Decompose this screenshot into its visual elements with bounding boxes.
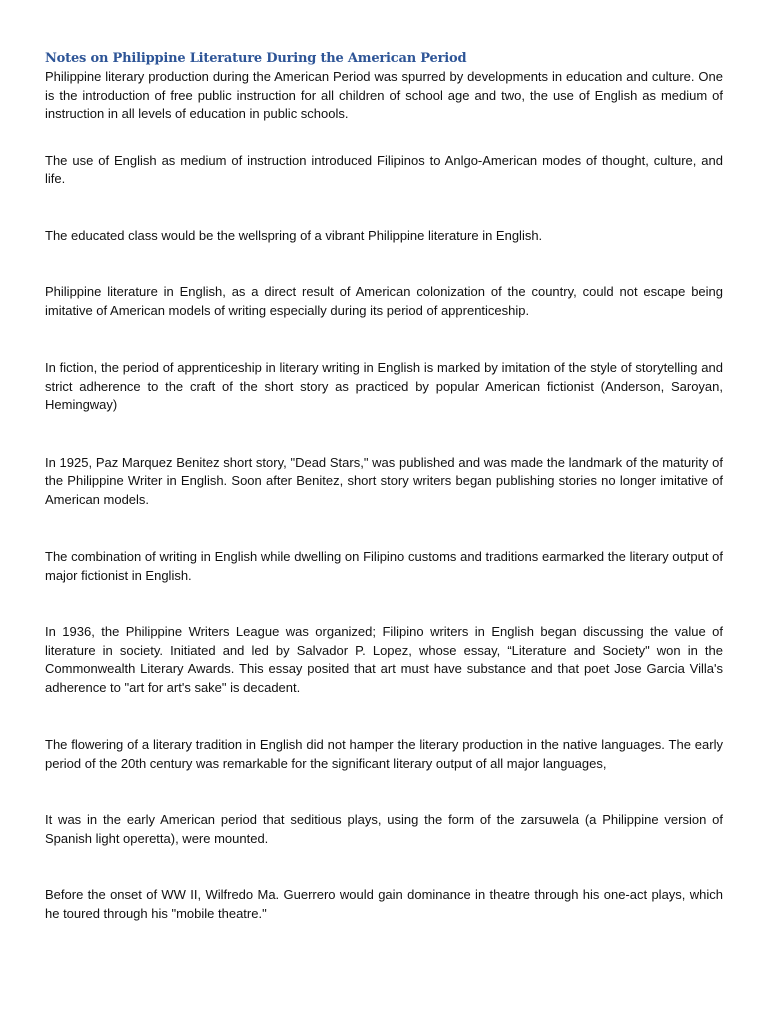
paragraph-educated-class: The educated class would be the wellspring of a vibrant Philippine literature in English. [45, 227, 543, 243]
paragraph-writers-league: In 1936, the Philippine Writers League was organized; Filipino writers in English began discussing the value of literature in society. Initiated and led by Salvador P. Lopez, whose essay, “Literature and Society" won in the Commonwealth Literary Awards. This essay posited that art must have substance and that poet Jose Garcia Villa's adherence to "art for art's sake" is decadent. [45, 624, 723, 695]
paragraph-education: Philippine literary production during the American Period was spurred by developments in education and culture. One is the introduction of free public instruction for all children of school age and two, the use of English as medium of instruction in all levels of education in public schools. [45, 69, 723, 121]
paragraph-seditious-plays: It was in the early American period that seditious plays, using the form of the zarsuwela (a Philippine version of Spanish light operetta), were mounted. [45, 812, 723, 846]
paragraph-native-languages: The flowering of a literary tradition in English did not hamper the literary production in the native languages. The early period of the 20th century was remarkable for the significant literary output of all major languages, [45, 737, 723, 771]
paragraph-dead-stars: In 1925, Paz Marquez Benitez short story, "Dead Stars," was published and was made the landmark of the maturity of the Philippine Writer in English. Soon after Benitez, short story writers began publishing stories no longer imitative of American models. [45, 454, 723, 507]
paragraph-fiction-apprenticeship: In fiction, the period of apprenticeship in literary writing in English is marked by imitation of the style of storytelling and strict adherence to the craft of the short story as practiced by popular American fictionist (Anderson, Saroyan, Hemingway) [45, 360, 723, 412]
document-title: Notes on Philippine Literature During the American Period [45, 51, 467, 66]
paragraph-filipino-customs: The combination of writing in English while dwelling on Filipino customs and traditions earmarked the literary output of major fictionist in English. [45, 549, 723, 583]
paragraph-english-medium: The use of English as medium of instruction introduced Filipinos to Anlgo-American modes of thought, culture, and life. [45, 152, 723, 186]
paragraph-imitative: Philippine literature in English, as a direct result of American colonization of the country, could not escape being imitative of American models of writing especially during its period of apprenticeship. [45, 284, 723, 318]
paragraph-mobile-theatre: Before the onset of WW II, Wilfredo Ma. Guerrero would gain dominance in theatre through his one-act plays, which he toured through his "mobile theatre." [45, 887, 723, 921]
document-page [45, 50, 723, 923]
